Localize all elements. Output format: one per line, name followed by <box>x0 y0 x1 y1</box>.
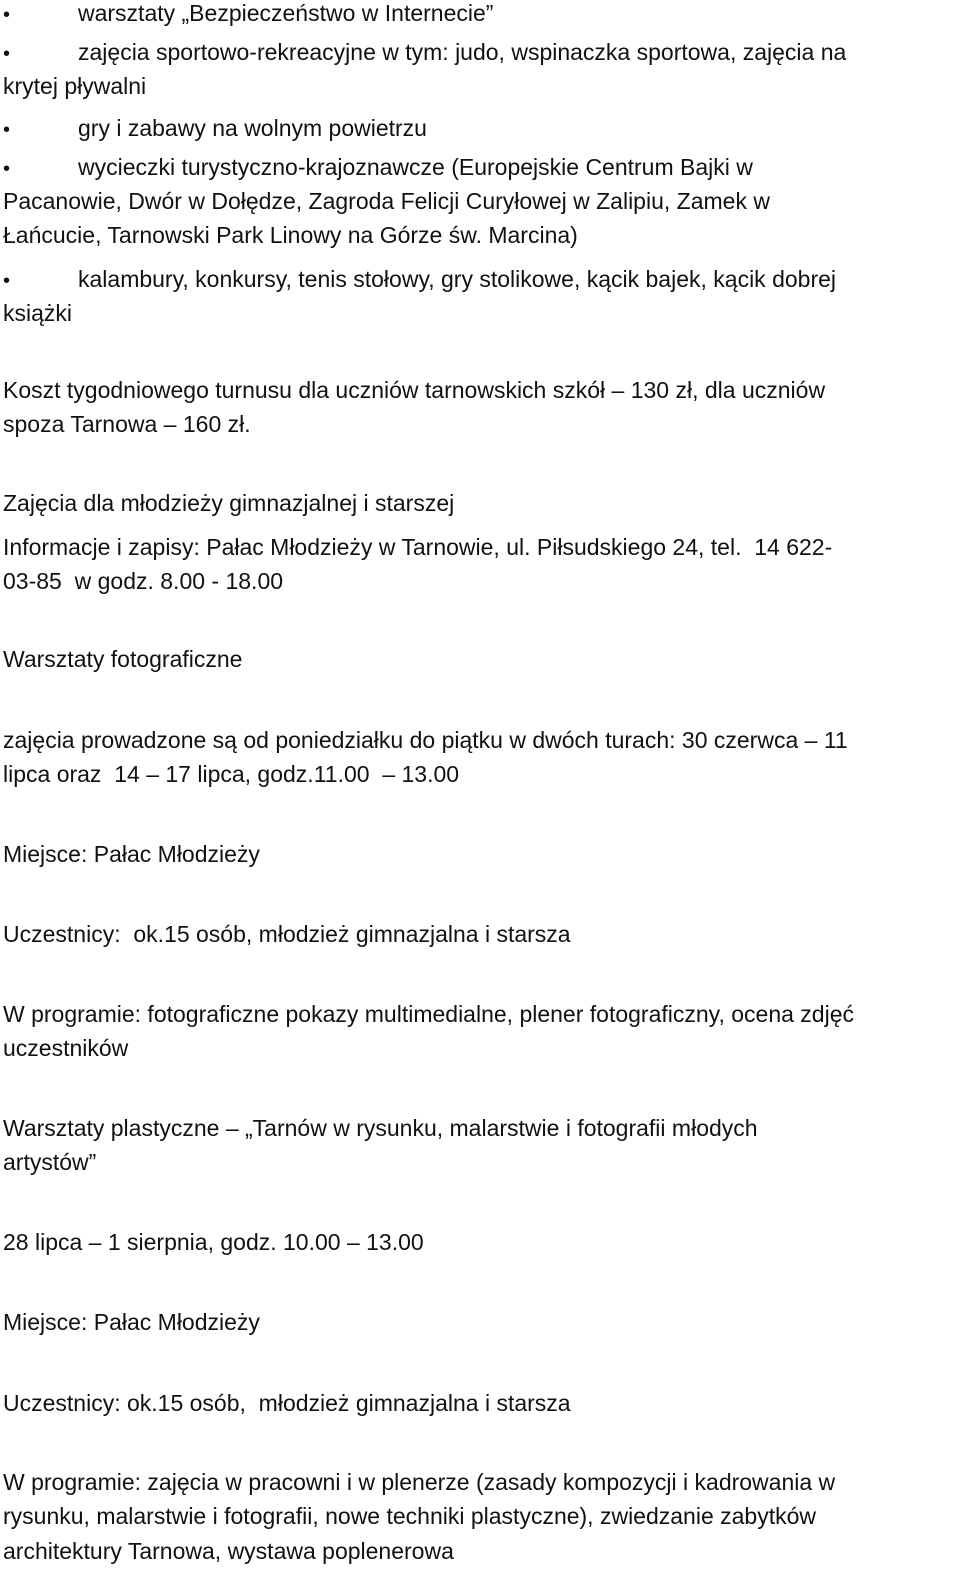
photo-workshop-program: uczestników <box>3 1035 129 1061</box>
cost-text: spoza Tarnowa – 160 zł. <box>3 411 251 437</box>
photo-workshop-schedule: zajęcia prowadzone są od poniedziałku do piątku w dwóch turach: 30 czerwca – 11 <box>3 727 848 753</box>
art-workshop-title: artystów” <box>3 1149 97 1175</box>
bullet-icon: • <box>3 119 11 141</box>
bullet-icon: • <box>3 4 11 26</box>
bullet-item-continuation: Pacanowie, Dwór w Dołędze, Zagroda Felicji Curyłowej w Zalipiu, Zamek w <box>3 188 770 214</box>
bullet-item: wycieczki turystyczno-krajoznawcze (Europejskie Centrum Bajki w <box>78 154 753 180</box>
bullet-icon: • <box>3 270 11 292</box>
bullet-icon: • <box>3 158 11 180</box>
bullet-item: warsztaty „Bezpieczeństwo w Internecie” <box>78 0 494 26</box>
art-workshop-place: Miejsce: Pałac Młodzieży <box>3 1309 260 1335</box>
bullet-icon: • <box>3 43 11 65</box>
art-workshop-program: architektury Tarnowa, wystawa poplenerowa <box>3 1538 454 1564</box>
bullet-item-continuation: krytej pływalni <box>3 73 147 99</box>
bullet-item: zajęcia sportowo-rekreacyjne w tym: judo, wspinaczka sportowa, zajęcia na <box>78 39 847 65</box>
art-workshop-participants: Uczestnicy: ok.15 osób, młodzież gimnazjalna i starsza <box>3 1390 571 1416</box>
info-text: Informacje i zapisy: Pałac Młodzieży w Tarnowie, ul. Piłsudskiego 24, tel. 14 622- <box>3 534 833 560</box>
photo-workshop-title: Warsztaty fotograficzne <box>3 646 243 672</box>
photo-workshop-participants: Uczestnicy: ok.15 osób, młodzież gimnazjalna i starsza <box>3 921 571 947</box>
photo-workshop-schedule: lipca oraz 14 – 17 lipca, godz.11.00 – 13.00 <box>3 761 460 787</box>
photo-workshop-place: Miejsce: Pałac Młodzieży <box>3 841 260 867</box>
bullet-item: gry i zabawy na wolnym powietrzu <box>78 115 427 141</box>
art-workshop-title: Warsztaty plastyczne – „Tarnów w rysunku, malarstwie i fotografii młodych <box>3 1115 758 1141</box>
bullet-item-continuation: książki <box>3 300 73 326</box>
photo-workshop-program: W programie: fotograficzne pokazy multimedialne, plener fotograficzny, ocena zdjęć <box>3 1001 854 1027</box>
info-text: 03-85 w godz. 8.00 - 18.00 <box>3 568 284 594</box>
art-workshop-schedule: 28 lipca – 1 sierpnia, godz. 10.00 – 13.00 <box>3 1229 424 1255</box>
art-workshop-program: rysunku, malarstwie i fotografii, nowe techniki plastyczne), zwiedzanie zabytków <box>3 1503 817 1529</box>
cost-text: Koszt tygodniowego turnusu dla uczniów tarnowskich szkół – 130 zł, dla uczniów <box>3 377 826 403</box>
bullet-item-continuation: Łańcucie, Tarnowski Park Linowy na Górze św. Marcina) <box>3 222 578 248</box>
section-heading: Zajęcia dla młodzieży gimnazjalnej i starszej <box>3 490 455 516</box>
art-workshop-program: W programie: zajęcia w pracowni i w plenerze (zasady kompozycji i kadrowania w <box>3 1469 836 1495</box>
bullet-item: kalambury, konkursy, tenis stołowy, gry stolikowe, kącik bajek, kącik dobrej <box>78 266 837 292</box>
